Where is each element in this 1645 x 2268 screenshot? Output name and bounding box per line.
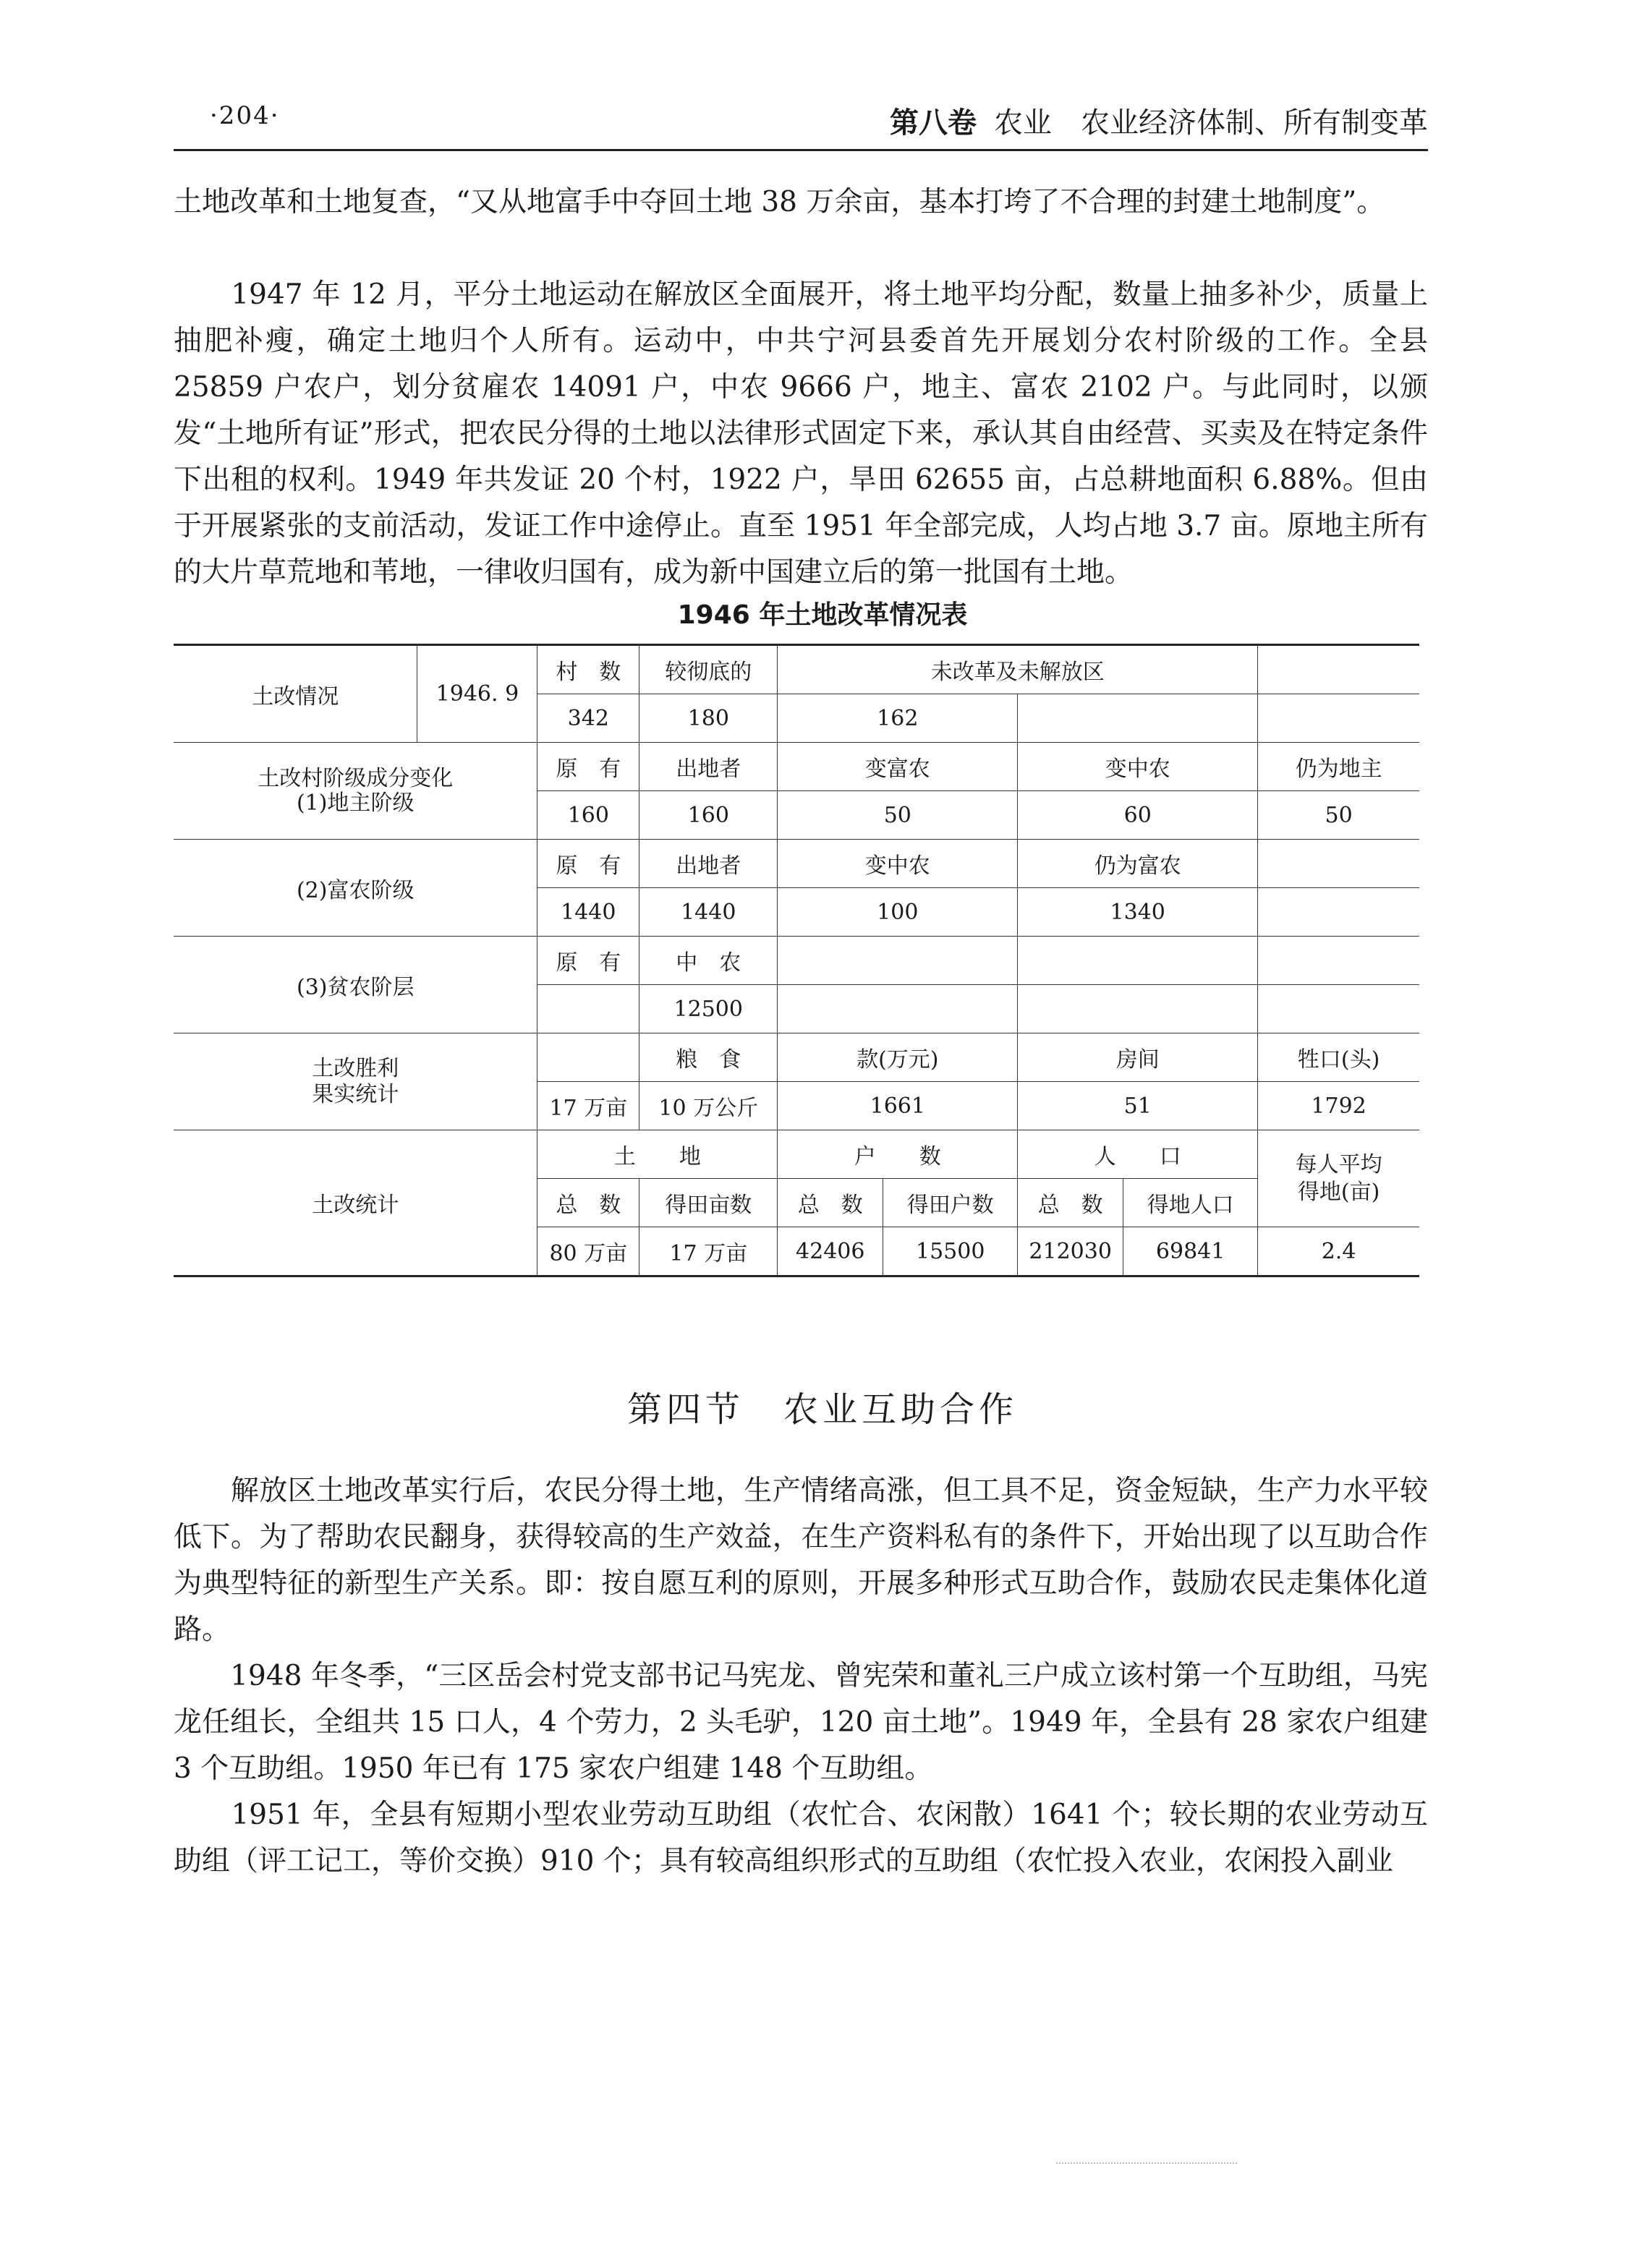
row-label: 土改村阶级成分变化 (1)地主阶级 bbox=[174, 743, 537, 840]
table-cell: 得田亩数 bbox=[639, 1179, 778, 1227]
table-cell: 212030 bbox=[1018, 1227, 1123, 1276]
table-cell: 变中农 bbox=[778, 840, 1018, 888]
table-cell: 出地者 bbox=[639, 840, 778, 888]
table-cell: 100 bbox=[778, 888, 1018, 937]
table-cell: 未改革及未解放区 bbox=[778, 645, 1258, 694]
table-cell: 款(万元) bbox=[778, 1033, 1018, 1082]
table-cell: 得田户数 bbox=[883, 1179, 1018, 1227]
row-label: 土改情况 bbox=[174, 645, 417, 743]
table-cell: 土 地 bbox=[537, 1130, 778, 1179]
table-cell: 1340 bbox=[1018, 888, 1258, 937]
table-cell bbox=[1018, 694, 1258, 743]
table-cell: 17 万亩 bbox=[537, 1082, 639, 1130]
table-cell bbox=[1258, 840, 1419, 888]
table-cell: 原 有 bbox=[537, 840, 639, 888]
table-cell: 变富农 bbox=[778, 743, 1018, 791]
table-cell: 粮 食 bbox=[639, 1033, 778, 1082]
table-cell: 51 bbox=[1018, 1082, 1258, 1130]
row-label: (2)富农阶级 bbox=[174, 840, 537, 937]
table-cell: 160 bbox=[639, 791, 778, 840]
paragraph-4: 1948 年冬季，“三区岳会村党支部书记马宪龙、曾宪荣和董礼三户成立该村第一个互助组，马宪龙任组长，全组共 15 口人，4 个劳力，2 头毛驴，120 亩土地”。1949 年，全县有 28 家农户组建 3 个互助组。1950 年已有 175 家农户组建 148 个互助组。 bbox=[174, 1660, 1428, 1785]
table-cell bbox=[537, 1033, 639, 1082]
table-cell bbox=[1258, 694, 1419, 743]
table-cell: 仍为地主 bbox=[1258, 743, 1419, 791]
table-cell bbox=[1258, 937, 1419, 985]
chapter-label: 农业 农业经济体制、所有制变革 bbox=[994, 106, 1428, 140]
table-cell: 原 有 bbox=[537, 937, 639, 985]
row-label: (3)贫农阶层 bbox=[174, 937, 537, 1033]
page-number: ·204· bbox=[210, 101, 280, 130]
table-cell: 60 bbox=[1018, 791, 1258, 840]
table-cell: 村 数 bbox=[537, 645, 639, 694]
table-cell bbox=[1018, 937, 1258, 985]
table-cell: 每人平均 得地(亩) bbox=[1258, 1130, 1419, 1227]
table-cell: 较彻底的 bbox=[639, 645, 778, 694]
table-cell: 变中农 bbox=[1018, 743, 1258, 791]
table-cell: 69841 bbox=[1123, 1227, 1258, 1276]
table-cell: 160 bbox=[537, 791, 639, 840]
table-cell: 1440 bbox=[537, 888, 639, 937]
volume-label: 第八卷 bbox=[890, 106, 977, 140]
running-head bbox=[890, 100, 1428, 141]
table-cell: 得地人口 bbox=[1123, 1179, 1258, 1227]
table-cell: 总 数 bbox=[778, 1179, 883, 1227]
table-cell: 15500 bbox=[883, 1227, 1018, 1276]
table-cell: 1792 bbox=[1258, 1082, 1419, 1130]
paragraph-2: 1947 年 12 月，平分土地运动在解放区全面展开，将土地平均分配，数量上抽多补少，质量上抽肥补瘦，确定土地归个人所有。运动中，中共宁河县委首先开展划分农村阶级的工作。全县 25859 户农户，划分贫雇农 14091 户，中农 9666 户，地主、富农 2102 户。与此同时，以颁发“土地所有证”形式，把农民分得的土地以法律形式固定下来，承认其自由经营、买卖及在特定条件下出租的权利。1949 年共发证 20 个村，1922 户，旱田 62655 亩，占总耕地面积 6.88%。但由于开展紧张的支前活动，发证工作中途停止。直至 1951 年全部完成，人均占地 3.7 亩。原地主所有的大片草荒地和苇地，一律收归国有，成为新中国建立后的第一批国有土地。 bbox=[174, 278, 1428, 589]
table-cell: 牲口(头) bbox=[1258, 1033, 1419, 1082]
table-cell: 50 bbox=[1258, 791, 1419, 840]
table-cell: 42406 bbox=[778, 1227, 883, 1276]
table-cell: 17 万亩 bbox=[639, 1227, 778, 1276]
table-cell: 10 万公斤 bbox=[639, 1082, 778, 1130]
header-rule bbox=[174, 149, 1428, 151]
table-cell: 342 bbox=[537, 694, 639, 743]
table-cell: 50 bbox=[778, 791, 1018, 840]
land-reform-table bbox=[174, 644, 1419, 1277]
table-cell bbox=[537, 985, 639, 1033]
table-cell: 房间 bbox=[1018, 1033, 1258, 1082]
table-title: 1946 年土地改革情况表 bbox=[677, 600, 968, 630]
table-cell bbox=[778, 985, 1018, 1033]
table-cell: 1440 bbox=[639, 888, 778, 937]
table-cell: 仍为富农 bbox=[1018, 840, 1258, 888]
scan-specks bbox=[1056, 2162, 1237, 2168]
table-cell: 户 数 bbox=[778, 1130, 1018, 1179]
table-cell: 2.4 bbox=[1258, 1227, 1419, 1276]
table-cell: 出地者 bbox=[639, 743, 778, 791]
date-cell: 1946. 9 bbox=[417, 645, 537, 743]
table-cell: 总 数 bbox=[537, 1179, 639, 1227]
paragraph-3: 解放区土地改革实行后，农民分得土地，生产情绪高涨，但工具不足，资金短缺，生产力水平较低下。为了帮助农民翻身，获得较高的生产效益，在生产资料私有的条件下，开始出现了以互助合作为典型特征的新型生产关系。即：按自愿互利的原则，开展多种形式互助合作，鼓励农民走集体化道路。 bbox=[174, 1475, 1428, 1646]
table-cell: 80 万亩 bbox=[537, 1227, 639, 1276]
row-label: 土改胜利 果实统计 bbox=[174, 1033, 537, 1130]
table-cell: 162 bbox=[778, 694, 1018, 743]
table-cell: 12500 bbox=[639, 985, 778, 1033]
table-cell: 人 口 bbox=[1018, 1130, 1258, 1179]
row-label: 土改统计 bbox=[174, 1130, 537, 1276]
table-cell bbox=[778, 937, 1018, 985]
table-cell bbox=[1018, 985, 1258, 1033]
paragraph-1: 土地改革和土地复查，“又从地富手中夺回土地 38 万余亩，基本打垮了不合理的封建土地制度”。 bbox=[174, 186, 1385, 218]
table-cell bbox=[1258, 645, 1419, 694]
table-cell bbox=[1258, 985, 1419, 1033]
paragraph-5: 1951 年，全县有短期小型农业劳动互助组（农忙合、农闲散）1641 个；较长期的农业劳动互助组（评工记工，等价交换）910 个；具有较高组织形式的互助组（农忙投入农业，农闲投入副业 bbox=[174, 1799, 1428, 1877]
table-cell bbox=[1258, 888, 1419, 937]
table-cell: 180 bbox=[639, 694, 778, 743]
section-heading: 第四节 农业互助合作 bbox=[626, 1389, 1018, 1430]
table-cell: 1661 bbox=[778, 1082, 1018, 1130]
table-cell: 原 有 bbox=[537, 743, 639, 791]
table-cell: 中 农 bbox=[639, 937, 778, 985]
table-cell: 总 数 bbox=[1018, 1179, 1123, 1227]
